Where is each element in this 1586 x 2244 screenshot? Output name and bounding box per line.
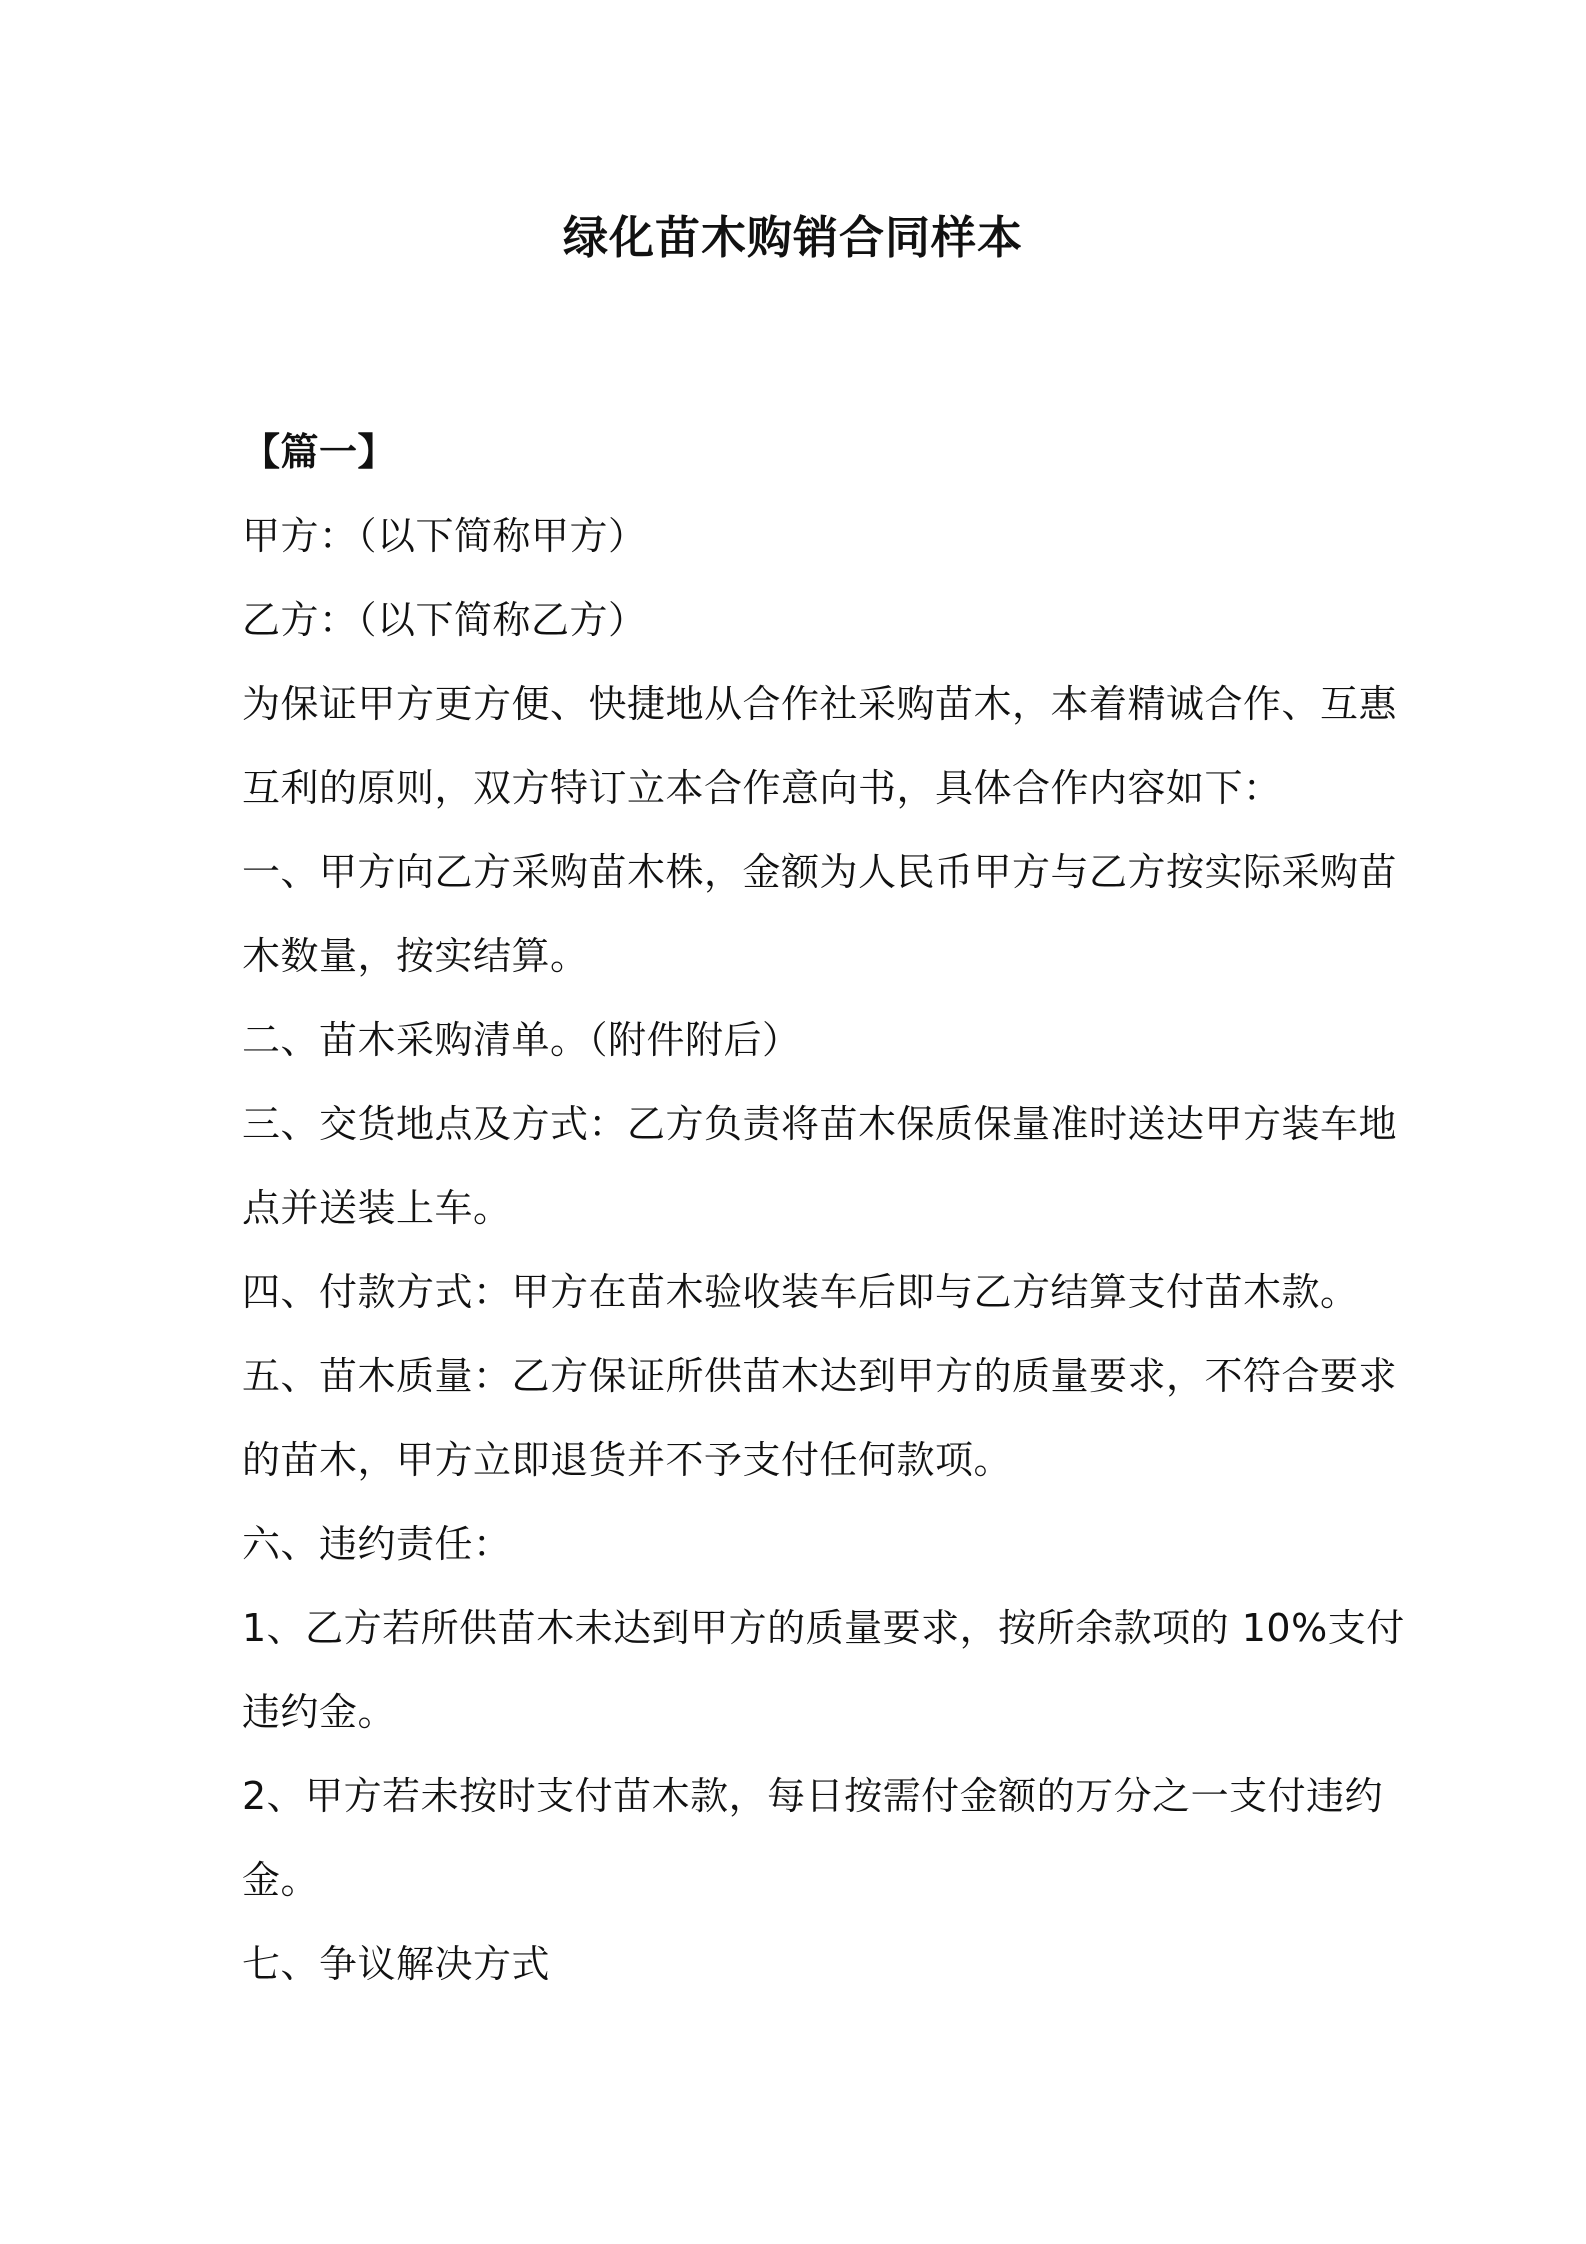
clause-6-item-1-line-2: 违约金。 [242, 1690, 397, 1734]
clause-6-item-2-line-2: 金。 [242, 1858, 320, 1902]
clause-4-line: 四、付款方式：甲方在苗木验收装车后即与乙方结算支付苗木款。 [242, 1270, 1359, 1314]
clause-1-line-2: 木数量，按实结算。 [242, 934, 589, 978]
clause-3-line-1: 三、交货地点及方式：乙方负责将苗木保质保量准时送达甲方装车地 [242, 1102, 1398, 1146]
clause-1-line-1: 一、甲方向乙方采购苗木株，金额为人民币甲方与乙方按实际采购苗 [242, 850, 1398, 894]
party-b-line: 乙方：（以下简称乙方） [242, 598, 647, 642]
party-a-line: 甲方：（以下简称甲方） [242, 514, 647, 558]
document-body [242, 410, 1405, 2006]
section-label: 【篇一】 [242, 430, 397, 474]
document-title: 绿化苗木购销合同样本 [562, 211, 1023, 264]
clause-2-line: 二、苗木采购清单。（附件附后） [242, 1018, 801, 1062]
clause-5-line-2: 的苗木，甲方立即退货并不予支付任何款项。 [242, 1438, 1013, 1482]
clause-6-heading: 六、违约责任： [242, 1522, 512, 1566]
intro-line-1: 为保证甲方更方便、快捷地从合作社采购苗木，本着精诚合作、互惠 [242, 682, 1398, 726]
intro-line-2: 互利的原则，双方特订立本合作意向书，具体合作内容如下： [242, 766, 1282, 810]
clause-7-heading: 七、争议解决方式 [242, 1942, 551, 1986]
clause-5-line-1: 五、苗木质量：乙方保证所供苗木达到甲方的质量要求，不符合要求 [242, 1354, 1398, 1398]
clause-6-item-2-line-1: 2、甲方若未按时支付苗木款，每日按需付金额的万分之一支付违约 [242, 1774, 1384, 1818]
clause-6-item-1-line-1: 1、乙方若所供苗木未达到甲方的质量要求，按所余款项的 10%支付 [242, 1606, 1405, 1650]
clause-3-line-2: 点并送装上车。 [242, 1186, 512, 1230]
